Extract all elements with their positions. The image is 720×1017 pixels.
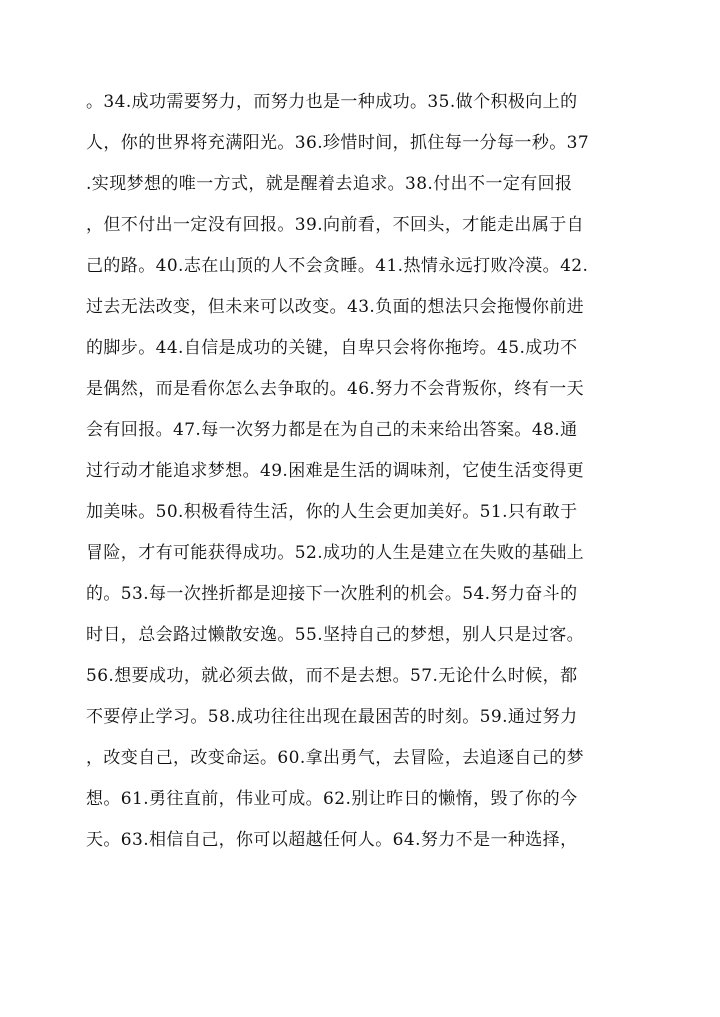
- text-line-12: 冒险，才有可能获得成功。52.成功的人生是建立在失败的基础上: [86, 543, 585, 563]
- text-line-7: 的脚步。44.自信是成功的关键，自卑只会将你拖垮。45.成功不: [86, 338, 578, 358]
- text-line-16: 不要停止学习。58.成功往往出现在最困苦的时刻。59.通过努力: [86, 707, 578, 727]
- text-line-2: 人，你的世界将充满阳光。36.珍惜时间，抓住每一分每一秒。37: [86, 133, 590, 153]
- text-line-8: 是偶然，而是看你怎么去争取的。46.努力不会背叛你，终有一天: [86, 379, 585, 399]
- text-line-13: 的。53.每一次挫折都是迎接下一次胜利的机会。54.努力奋斗的: [86, 584, 578, 604]
- text-line-11: 加美味。50.积极看待生活，你的人生会更加美好。51.只有敢于: [86, 502, 578, 522]
- text-line-17: ，改变自己，改变命运。60.拿出勇气，去冒险，去追逐自己的梦: [86, 748, 585, 768]
- text-line-5: 己的路。40.志在山顶的人不会贪睡。41.热情永远打败冷漠。42.: [86, 256, 589, 276]
- text-line-9: 会有回报。47.每一次努力都是在为自己的未来给出答案。48.通: [86, 420, 578, 440]
- text-line-1: 。34.成功需要努力，而努力也是一种成功。35.做个积极向上的: [86, 92, 578, 112]
- text-line-4: ，但不付出一定没有回报。39.向前看，不回头，才能走出属于自: [86, 215, 585, 235]
- text-line-18: 想。61.勇往直前，伟业可成。62.别让昨日的懒惰，毁了你的今: [86, 789, 578, 809]
- text-line-6: 过去无法改变，但未来可以改变。43.负面的想法只会拖慢你前进: [86, 297, 585, 317]
- text-line-19: 天。63.相信自己，你可以超越任何人。64.努力不是一种选择，: [86, 830, 578, 850]
- body-text: [86, 82, 634, 861]
- text-line-14: 时日，总会路过懒散安逸。55.坚持自己的梦想，别人只是过客。: [86, 625, 585, 645]
- text-line-3: .实现梦想的唯一方式，就是醒着去追求。38.付出不一定有回报: [86, 174, 573, 194]
- text-line-10: 过行动才能追求梦想。49.困难是生活的调味剂，它使生活变得更: [86, 461, 585, 481]
- text-line-15: 56.想要成功，就必须去做，而不是去想。57.无论什么时候，都: [86, 666, 578, 686]
